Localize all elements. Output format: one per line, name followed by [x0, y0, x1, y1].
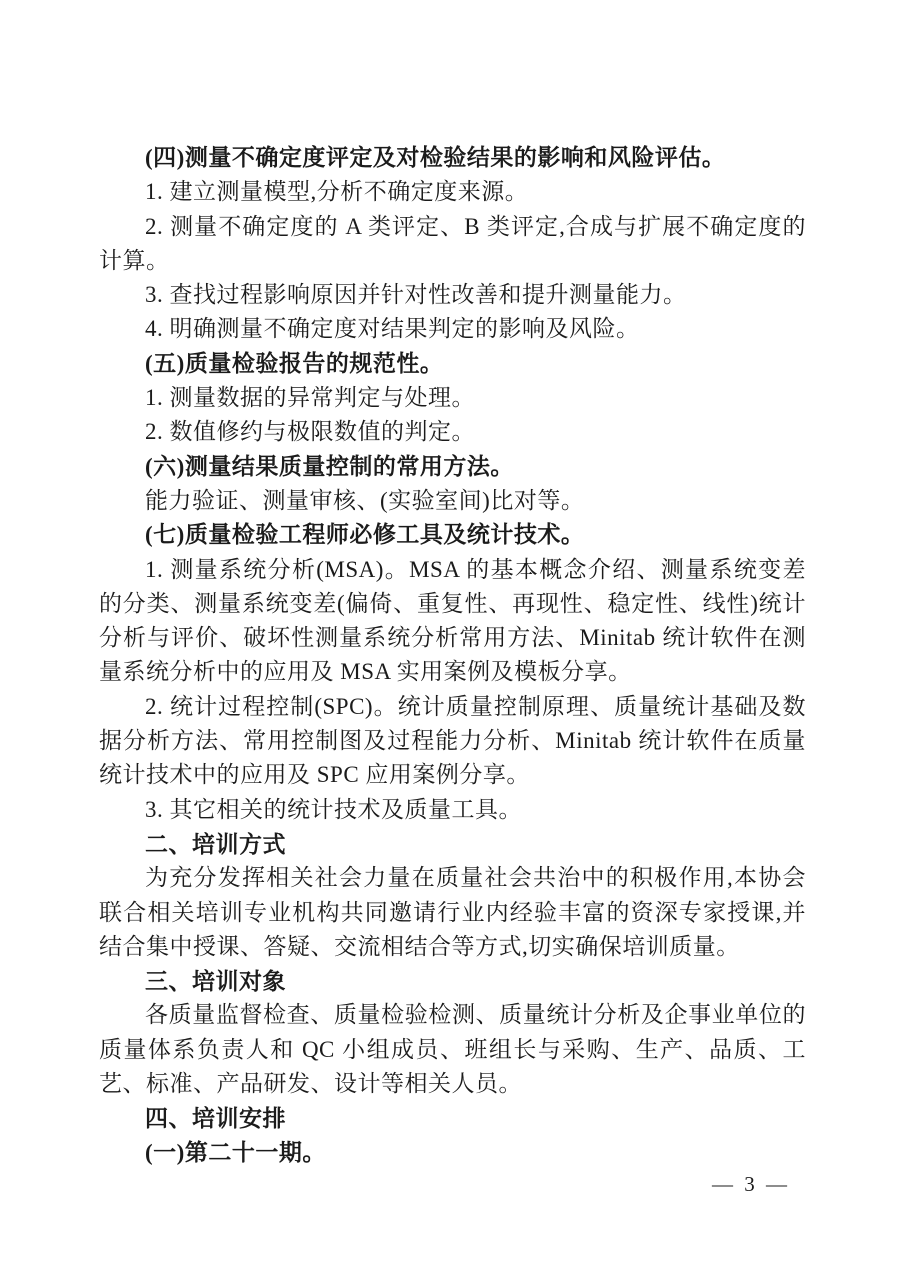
- section-heading: (一)第二十一期。: [145, 1139, 326, 1165]
- section-heading: 四、培训安排: [145, 1105, 286, 1132]
- paragraph: 1. 建立测量模型,分析不确定度来源。: [145, 179, 529, 205]
- paragraph: 1. 测量系统分析(MSA)。MSA 的基本概念介绍、测量系统变差的分类、测量系统变差(偏倚、重复性、再现性、稳定性、线性)统计分析与评价、破坏性测量系统分析常用方法、Minitab 统计软件在测量系统分析中的应用及 MSA 实用案例及模板分享。: [99, 556, 806, 685]
- paragraph: 2. 数值修约与极限数值的判定。: [145, 419, 475, 445]
- paragraph: 2. 统计过程控制(SPC)。统计质量控制原理、质量统计基础及数据分析方法、常用控制图及过程能力分析、Minitab 统计软件在质量统计技术中的应用及 SPC 应用案例分享。: [99, 693, 806, 788]
- section-heading: (五)质量检验报告的规范性。: [145, 350, 444, 376]
- paragraph: 为充分发挥相关社会力量在质量社会共治中的积极作用,本协会联合相关培训专业机构共同邀请行业内经验丰富的资深专家授课,并结合集中授课、答疑、交流相结合等方式,切实确保培训质量。: [99, 865, 806, 959]
- page-number: — 3 —: [712, 1172, 790, 1196]
- section-heading: (六)测量结果质量控制的常用方法。: [145, 453, 514, 479]
- section-heading: 二、培训方式: [145, 830, 286, 857]
- section-heading: 三、培训对象: [145, 968, 286, 995]
- paragraph: 各质量监督检查、质量检验检测、质量统计分析及企事业单位的质量体系负责人和 QC 小组成员、班组长与采购、生产、品质、工艺、标准、产品研发、设计等相关人员。: [99, 1002, 806, 1097]
- paragraph: 2. 测量不确定度的 A 类评定、B 类评定,合成与扩展不确定度的计算。: [99, 213, 806, 273]
- paragraph: 4. 明确测量不确定度对结果判定的影响及风险。: [145, 316, 640, 342]
- paragraph: 3. 其它相关的统计技术及质量工具。: [145, 796, 522, 822]
- paragraph: 1. 测量数据的异常判定与处理。: [145, 385, 475, 411]
- paragraph: 3. 查找过程影响原因并针对性改善和提升测量能力。: [145, 282, 687, 308]
- section-heading: (七)质量检验工程师必修工具及统计技术。: [145, 522, 585, 548]
- document-content: [99, 141, 806, 1170]
- paragraph: 能力验证、测量审核、(实验室间)比对等。: [145, 487, 585, 513]
- section-heading: (四)测量不确定度评定及对检验结果的影响和风险评估。: [145, 145, 726, 170]
